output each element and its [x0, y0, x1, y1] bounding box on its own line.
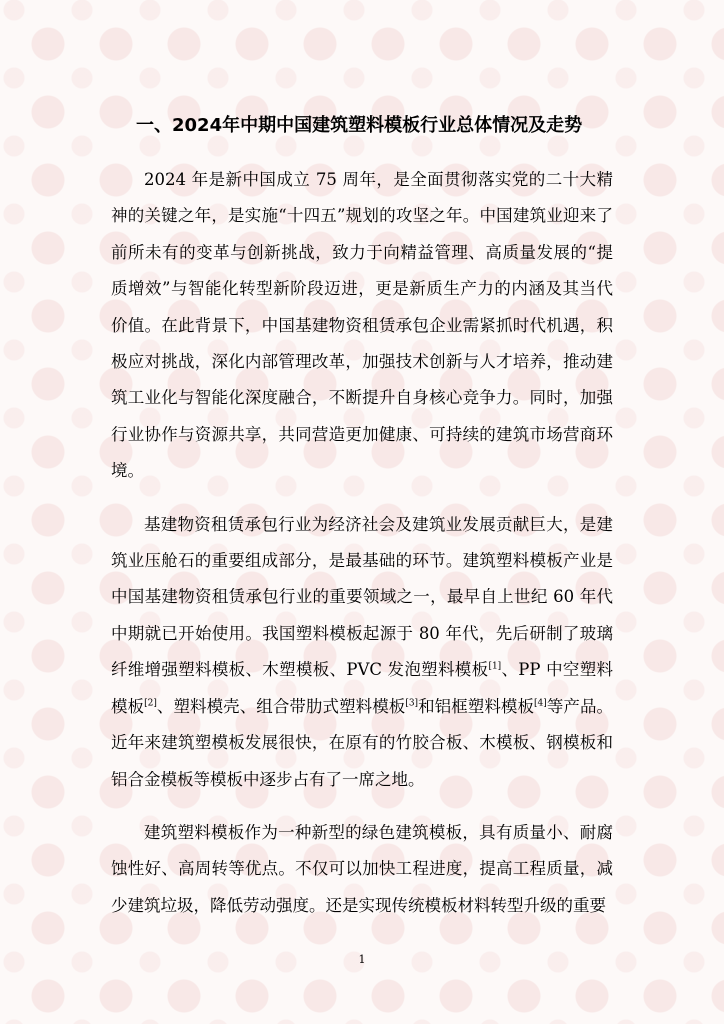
document-body: [111, 162, 613, 941]
section-heading: 一、2024年中期中国建筑塑料模板行业总体情况及走势: [136, 115, 583, 136]
paragraph-2: [111, 507, 613, 798]
paragraph-3: 建筑塑料模板作为一种新型的绿色建筑模板，具有质量小、耐腐蚀性好、高周转等优点。不仅可以加快工程进度，提高工程质量，减少建筑垃圾，降低劳动强度。还是实现传统模板材料转型升级的重要: [111, 822, 613, 915]
paragraph-2-text: 和铝框塑料模板: [418, 696, 535, 716]
paragraph-2-text: 、塑料模壳、组合带肋式塑料模板: [156, 696, 406, 716]
page-number: 1: [358, 953, 366, 966]
citation-3: [3]: [405, 698, 419, 709]
citation-4: [4]: [534, 698, 547, 709]
paragraph-2-text: 、PP 中空塑料模板: [111, 660, 614, 716]
paragraph-2-text: 等产品。近年来建筑塑模板发展很快，在原有的竹胶合板、木模板、钢模板和铝合金模板等模板中逐步占有了一席之地。: [111, 696, 614, 789]
citation-2: [2]: [144, 698, 157, 709]
citation-1: [1]: [488, 661, 502, 672]
paragraph-1: 2024 年是新中国成立 75 周年，是全面贯彻落实党的二十大精神的关键之年，是实施“十四五”规划的攻坚之年。中国建筑业迎来了前所未有的变革与创新挑战，致力于向精益管理、高质量发展的“提质增效”与智能化转型新阶段迈进，更是新质生产力的内涵及其当代价值。在此背景下，中国基建物资租赁承包企业需紧抓时代机遇，积极应对挑战，深化内部管理改革，加强技术创新与人才培养，推动建筑工业化与智能化深度融合，不断提升自身核心竞争力。同时，加强行业协作与资源共享，共同营造更加健康、可持续的建筑市场营商环境。: [111, 170, 613, 481]
paragraph-2-text: 基建物资租赁承包行业为经济社会及建筑业发展贡献巨大，是建筑业压舱石的重要组成部分，是最基础的环节。建筑塑料模板产业是中国基建物资租赁承包行业的重要领域之一，最早自上世纪 60 年代中期就已开始使用。我国塑料模板起源于 80 年代，先后研制了玻璃纤维增强塑料模板、木塑模板、PVC 发泡塑料模板: [111, 514, 613, 680]
